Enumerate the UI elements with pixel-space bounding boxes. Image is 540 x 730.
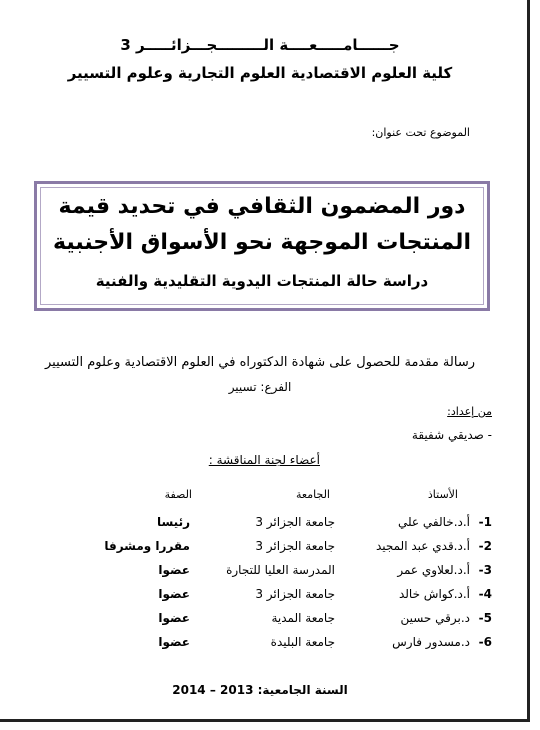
column-header-university: الجامعة: [296, 488, 330, 501]
column-header-professor: الأستاذ: [427, 488, 458, 501]
member-name: أ.د.لعلاوي عمر: [397, 563, 470, 577]
member-university: جامعة الجزائر 3: [255, 539, 335, 553]
member-name: د.مسدور فارس: [392, 635, 470, 649]
topic-label: الموضوع تحت عنوان:: [371, 126, 470, 139]
author-name: - صديقي شفيقة: [411, 428, 492, 442]
column-header-role: الصفة: [164, 488, 192, 501]
member-university: جامعة البليدة: [270, 635, 335, 649]
jury-heading: أعضاء لجنة المناقشة :: [208, 453, 320, 467]
member-role: عضوا: [158, 563, 190, 577]
member-number: 5-: [478, 611, 492, 625]
member-name: أ.د.كواش خالد: [398, 587, 470, 601]
member-university: جامعة الجزائر 3: [255, 515, 335, 529]
prepared-by-label: من إعداد:: [447, 405, 492, 418]
branch: الفرع: تسيير: [228, 380, 292, 394]
member-number: 2-: [478, 539, 492, 553]
member-number: 3-: [478, 563, 492, 577]
member-university: المدرسة العليا للتجارة: [226, 563, 335, 577]
member-name: أ.د.خالفي علي: [397, 515, 470, 529]
member-name: د.برقي حسين: [400, 611, 470, 625]
thesis-title-line2: المنتجات الموجهة نحو الأسواق الأجنبية: [53, 230, 471, 255]
member-role: مقررا ومشرفا: [104, 539, 190, 553]
thesis-title-line1: دور المضمون الثقافي في تحديد قيمة: [58, 194, 466, 219]
member-number: 1-: [478, 515, 492, 529]
member-role: عضوا: [158, 611, 190, 625]
member-university: جامعة الجزائر 3: [255, 587, 335, 601]
thesis-subtitle: دراسة حالة المنتجات اليدوية التقليدية والفنية: [95, 272, 429, 290]
member-role: عضوا: [158, 587, 190, 601]
thesis-statement: رسالة مقدمة للحصول على شهادة الدكتوراه في العلوم الاقتصادية وعلوم التسيير: [45, 355, 475, 370]
university-name: جــــــامـــــعــــة الـــــــــجـــزائـــــر 3: [120, 36, 400, 54]
member-role: رئيسا: [156, 515, 190, 529]
member-university: جامعة المدية: [271, 611, 335, 625]
member-number: 6-: [478, 635, 492, 649]
academic-year: السنة الجامعية: 2013 – 2014: [172, 683, 348, 697]
member-role: عضوا: [158, 635, 190, 649]
member-number: 4-: [478, 587, 492, 601]
member-name: أ.د.قدي عبد المجيد: [375, 539, 470, 553]
faculty-name: كلية العلوم الاقتصادية العلوم التجارية وعلوم التسيير: [67, 64, 453, 82]
